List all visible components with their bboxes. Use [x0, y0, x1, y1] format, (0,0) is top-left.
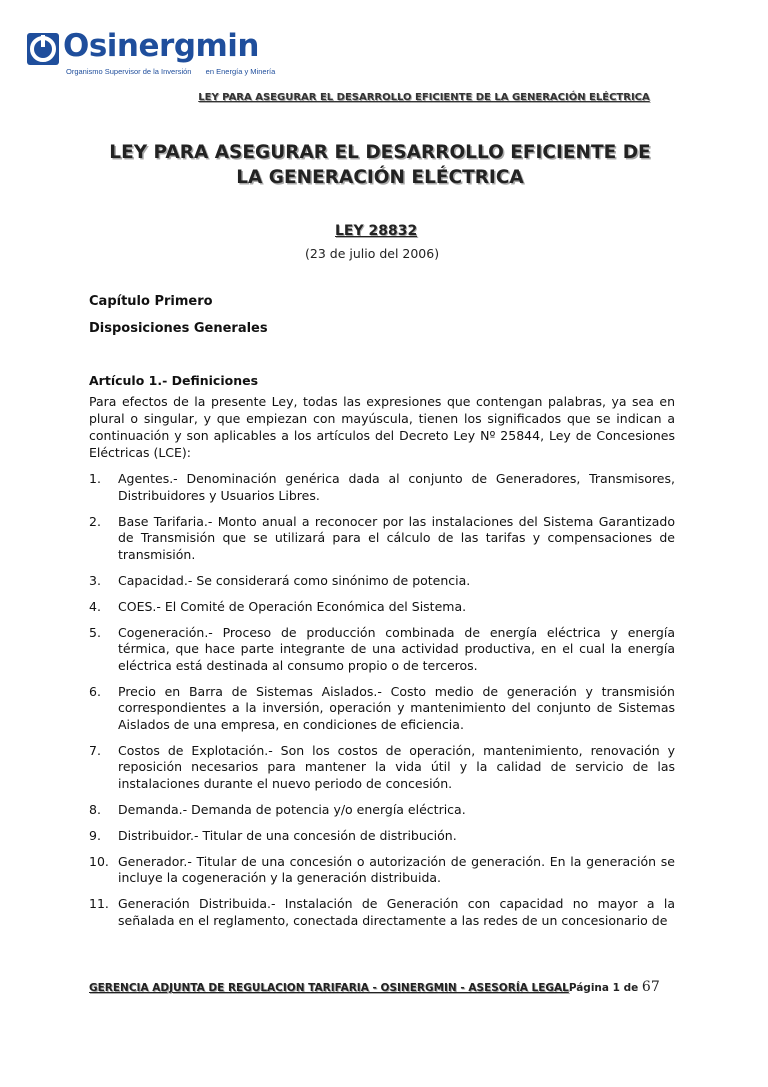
running-header: LEY PARA ASEGURAR EL DESARROLLO EFICIENTE DE LA GENERACIÓN ELÉCTRICA: [198, 92, 650, 103]
list-item: [89, 828, 675, 845]
item-text: Distribuidor.- Titular de una concesión de distribución.: [118, 827, 457, 843]
footer-page-label: Página 1 de: [568, 982, 639, 994]
footer-org: GERENCIA ADJUNTA DE REGULACION TARIFARIA - OSINERGMIN - ASESORÍA LEGAL: [89, 982, 569, 994]
item-text: Costos de Explotación.- Son los costos de operación, mantenimiento, renovación y reposición necesarios para mantener la vida útil y la calidad de servicio de las instalaciones durante el nuevo periodo de concesión.: [118, 742, 675, 791]
chapter-label: Capítulo Primero: [89, 294, 213, 309]
item-number: 4.: [89, 598, 101, 614]
osinergmin-logo: [26, 28, 276, 82]
item-number: 10.: [89, 853, 109, 869]
item-number: 2.: [89, 513, 101, 529]
item-text: Precio en Barra de Sistemas Aislados.- Costo medio de generación y transmisión correspondientes a la inversión, operación y mantenimiento del conjunto de Sistemas Aislados de una empresa, en condiciones de eficiencia.: [118, 683, 675, 732]
document-title: [80, 140, 680, 190]
item-number: 8.: [89, 801, 101, 817]
list-item: [89, 573, 675, 590]
list-item: [89, 684, 675, 734]
list-item: [89, 896, 675, 929]
item-number: 7.: [89, 742, 101, 758]
brand-tagline-right: en Energía y Minería: [205, 67, 276, 76]
list-item: [89, 599, 675, 616]
title-line-1: LEY PARA ASEGURAR EL DESARROLLO EFICIENTE DE: [109, 142, 651, 163]
item-number: 11.: [89, 896, 109, 911]
list-item: [89, 514, 675, 564]
law-number: LEY 28832: [335, 223, 418, 239]
brand-name: Osinergmin: [63, 28, 260, 64]
list-item: [89, 802, 675, 819]
list-item: [89, 854, 675, 887]
item-text: Generación Distribuida.- Instalación de Generación con capacidad no mayor a la señalada en el reglamento, conectada directamente a las redes de un concesionario de: [118, 896, 675, 928]
brand-tagline-left: Organismo Supervisor de la Inversión: [66, 67, 192, 76]
law-date: (23 de julio del 2006): [305, 246, 440, 261]
footer-total-pages: 67: [641, 979, 660, 995]
item-text: Cogeneración.- Proceso de producción combinada de energía eléctrica y energía térmica, que hace parte integrante de una actividad productiva, en el cual la energía eléctrica está destinada al consumo propio o de terceros.: [118, 624, 675, 673]
list-item: [89, 625, 675, 675]
definitions-list: [89, 471, 675, 939]
page-footer: [89, 979, 660, 995]
item-text: Generador.- Titular de una concesión o autorización de generación. En la generación se incluye la cogeneración y la generación distribuida.: [118, 853, 675, 885]
item-number: 5.: [89, 624, 101, 640]
title-line-2: LA GENERACIÓN ELÉCTRICA: [236, 167, 524, 188]
item-text: Base Tarifaria.- Monto anual a reconocer por las instalaciones del Sistema Garantizado de Transmisión que se utilizará para el cálculo de las tarifas y compensaciones de transmisión.: [118, 513, 675, 562]
article-intro: Para efectos de la presente Ley, todas las expresiones que contengan palabras, ya sea en plural o singular, y que empiezan con mayúscula, tienen los significados que se indican a continuación y son aplicables a los artículos del Decreto Ley Nº 25844, Ley de Concesiones Eléctricas (LCE):: [89, 394, 675, 460]
item-text: Capacidad.- Se considerará como sinónimo de potencia.: [118, 572, 471, 588]
chapter-name: Disposiciones Generales: [89, 321, 268, 336]
item-number: 6.: [89, 683, 101, 699]
osinergmin-emblem-icon: [26, 32, 60, 66]
item-text: Demanda.- Demanda de potencia y/o energía eléctrica.: [118, 801, 466, 817]
item-text: Agentes.- Denominación genérica dada al conjunto de Generadores, Transmisores, Distribuidores y Usuarios Libres.: [118, 471, 675, 503]
item-number: 3.: [89, 572, 101, 588]
brand-tagline: [66, 67, 275, 76]
item-number: 9.: [89, 827, 101, 843]
list-item: [89, 471, 675, 504]
list-item: [89, 743, 675, 793]
item-number: 1.: [89, 471, 101, 486]
item-text: COES.- El Comité de Operación Económica del Sistema.: [118, 598, 467, 614]
article-heading: Artículo 1.- Definiciones: [89, 373, 259, 388]
